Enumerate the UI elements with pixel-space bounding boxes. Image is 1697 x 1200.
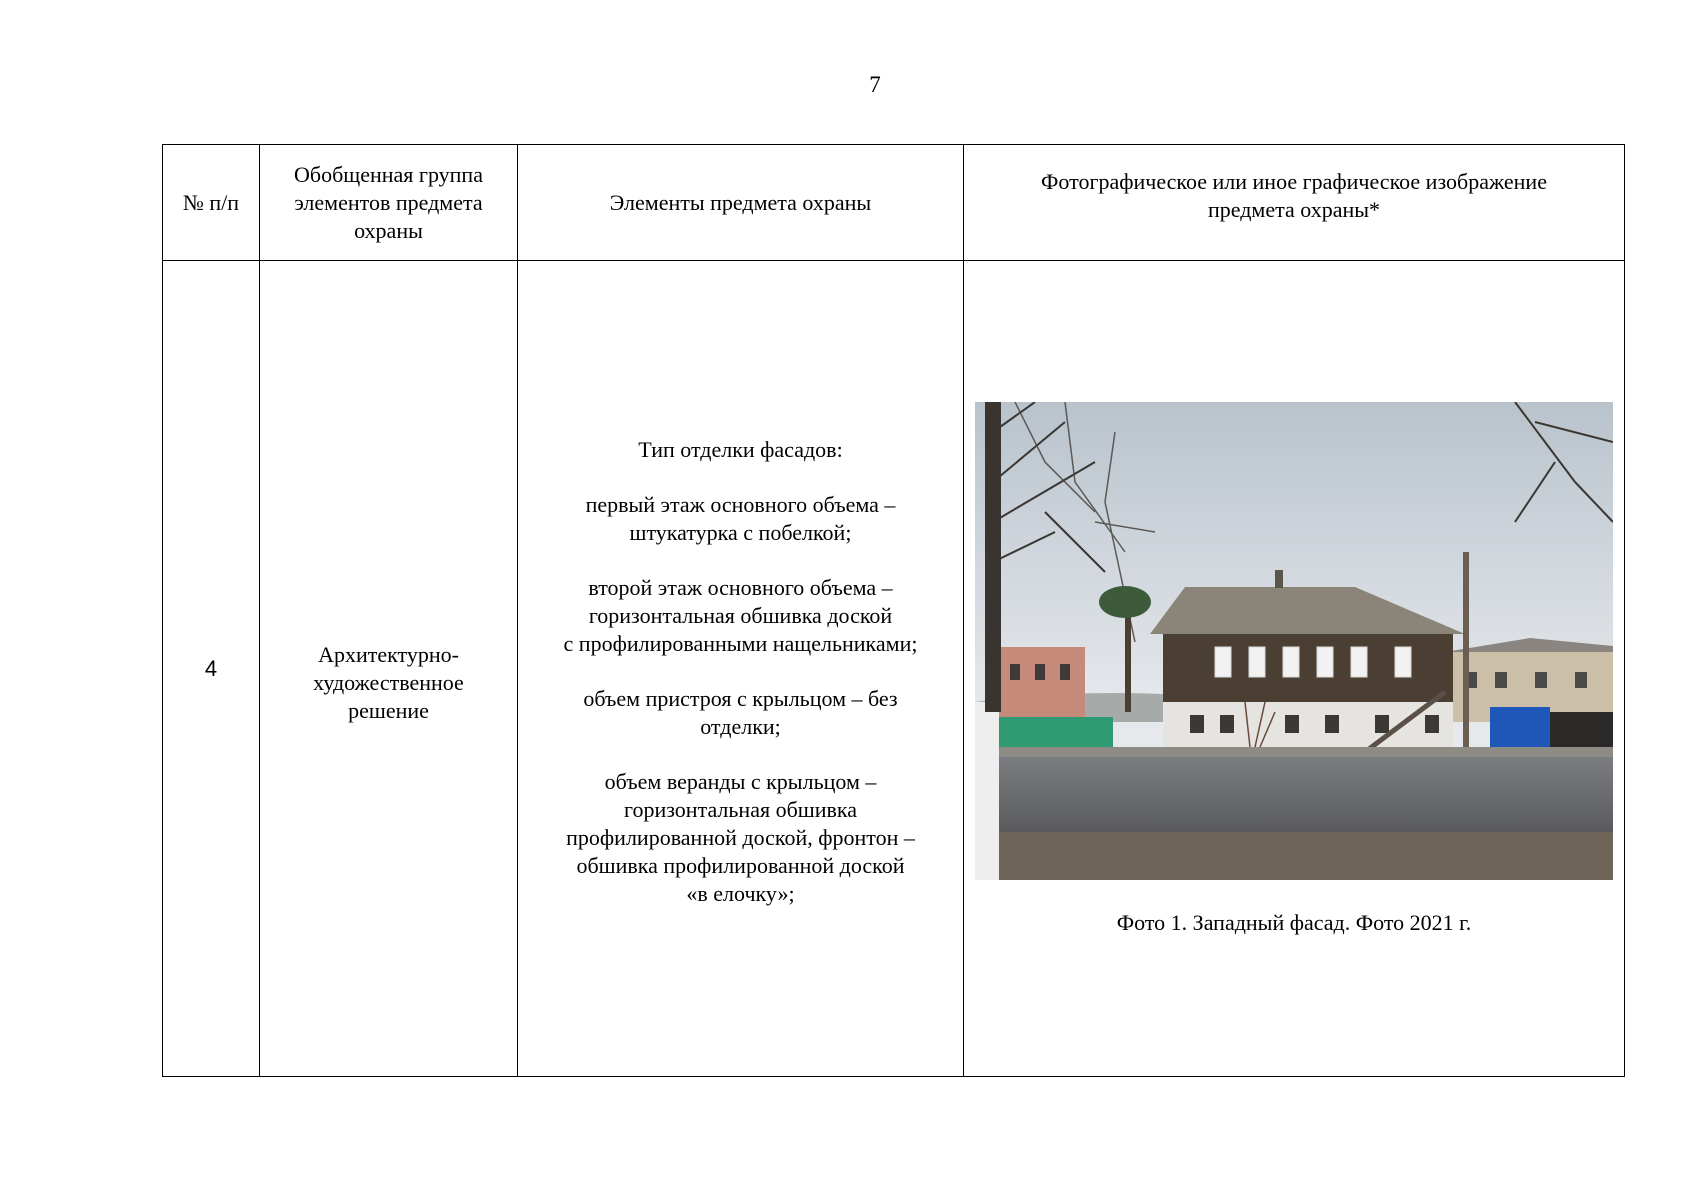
- elements-title: Тип отделки фасадов:: [638, 437, 843, 462]
- row-group-text: Архитектурно- художественное решение: [313, 641, 464, 723]
- row-photo-cell: [964, 261, 1625, 1077]
- table-row: [163, 261, 1625, 1077]
- header-group: [260, 145, 518, 261]
- photo-caption: Фото 1. Западный фасад. Фото 2021 г.: [1116, 910, 1472, 935]
- facade-photo: [975, 402, 1613, 880]
- row-elements: [518, 261, 964, 1077]
- header-number: № п/п: [163, 145, 260, 261]
- elements-item-annex: объем пристроя с крыльцом – без отделки;: [583, 686, 898, 739]
- header-image-text: Фотографическое или иное графическое изображение предмета охраны*: [1041, 168, 1547, 222]
- row-group: [260, 261, 518, 1077]
- elements-item-veranda: объем веранды с крыльцом – горизонтальная обшивка профилированной доской, фронтон – обшивка профилированной доской «в елочку»;: [566, 769, 915, 906]
- header-elements: Элементы предмета охраны: [518, 145, 964, 261]
- elements-item-first-floor: первый этаж основного объема – штукатурка с побелкой;: [585, 492, 896, 545]
- elements-item-second-floor: второй этаж основного объема – горизонтальная обшивка доской с профилированными нащельниками;: [563, 575, 918, 656]
- table-header-row: [163, 145, 1625, 261]
- row-number: 4: [163, 261, 260, 1077]
- elements-list: [518, 436, 963, 908]
- header-group-text: Обобщенная группа элементов предмета охраны: [294, 161, 483, 243]
- page-number: 7: [869, 72, 881, 97]
- header-image: [964, 145, 1625, 261]
- protection-elements-table: [162, 144, 1625, 1077]
- facade-photo-image: [975, 402, 1613, 880]
